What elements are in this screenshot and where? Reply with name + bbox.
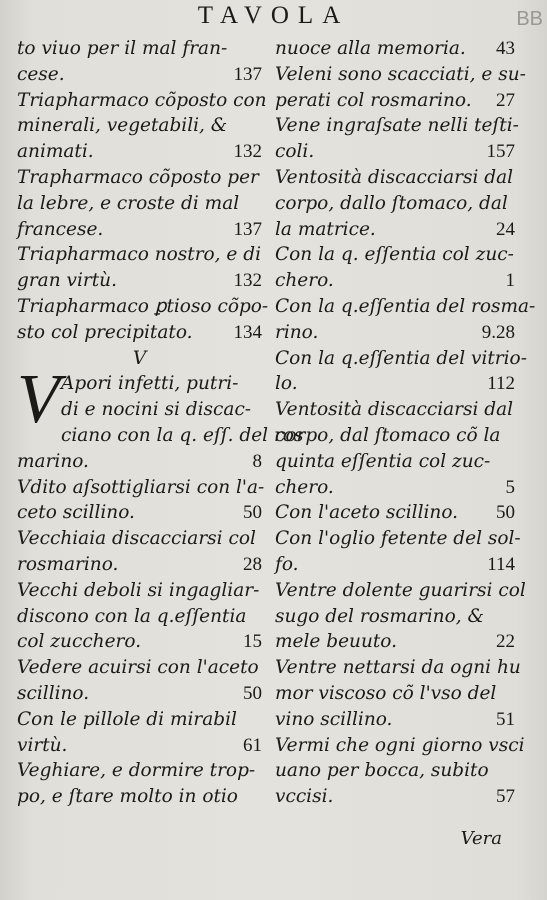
entry-text: virtù.	[17, 734, 68, 756]
entry-text: Trapharmaco cõposto per	[17, 166, 259, 188]
index-line	[275, 88, 515, 114]
entry-text: vccisi.	[275, 786, 334, 808]
page-reference: 112	[487, 373, 515, 395]
index-line	[275, 526, 521, 552]
index-line	[275, 346, 527, 372]
entry-text: mele beuuto.	[275, 631, 397, 653]
index-line	[17, 242, 262, 268]
entry-text: Ventosità discacciarsi dal	[275, 399, 514, 421]
index-line	[17, 655, 262, 681]
entry-text: chero.	[275, 270, 334, 292]
index-line	[275, 242, 515, 268]
index-line	[17, 88, 267, 114]
index-line	[17, 500, 262, 526]
index-line	[275, 268, 515, 294]
entry-text: Vermi che ogni giorno vsci	[275, 734, 525, 756]
page-reference: 50	[243, 502, 262, 524]
index-line	[275, 139, 515, 165]
margin-note: BB	[516, 8, 543, 30]
index-line	[275, 217, 515, 243]
index-line	[17, 36, 262, 62]
index-line	[275, 500, 515, 526]
entry-text: di e nocini si discac-	[61, 399, 252, 421]
index-line	[275, 629, 515, 655]
index-line	[17, 578, 262, 604]
entry-text: Ventosità discacciarsi dal	[275, 166, 514, 188]
index-line	[275, 655, 521, 681]
index-line	[17, 758, 262, 784]
entry-text: lo.	[275, 373, 298, 395]
entry-text: francese.	[17, 218, 104, 240]
entry-text: rosmarino.	[17, 553, 119, 575]
entry-text: gran virtù.	[17, 270, 117, 292]
index-line	[17, 268, 262, 294]
entry-text: Vene ingraſsate nelli teſti-	[275, 115, 519, 137]
page-reference: 24	[496, 218, 515, 240]
index-line	[275, 294, 536, 320]
page-reference: 50	[496, 502, 515, 524]
entry-text: ciano con la q. eſſ. del ros	[61, 424, 304, 446]
page-reference: 43	[496, 38, 515, 59]
index-line	[17, 165, 262, 191]
index-line	[17, 320, 262, 346]
index-line	[17, 707, 262, 733]
page-reference: 51	[496, 708, 515, 730]
page-reference: 57	[496, 786, 515, 808]
page-reference: 61	[243, 734, 262, 756]
entry-text: Vecchiaia discacciarsi col	[17, 528, 256, 550]
index-line	[17, 113, 262, 139]
entry-text: animati.	[17, 141, 94, 163]
page-reference: 15	[243, 631, 262, 653]
entry-text: Con la q.eſſentia del rosma-	[275, 295, 536, 317]
entry-text: Ventre nettarsi da ogni hu	[275, 657, 521, 679]
index-line	[275, 707, 515, 733]
index-line	[17, 423, 304, 449]
page-reference: 5	[505, 476, 515, 498]
entry-text: corpo, dallo ſtomaco, dal	[275, 192, 508, 214]
index-line	[275, 62, 526, 88]
page-reference: 9.28	[481, 321, 515, 343]
entry-text: sto col precipitato.	[17, 321, 193, 343]
page-reference: 137	[233, 63, 262, 85]
index-line	[275, 113, 519, 139]
entry-text: perati col rosmarino.	[275, 89, 472, 111]
index-line	[275, 681, 515, 707]
entry-text: Vedere acuirsi con l'aceto	[17, 657, 259, 679]
index-line	[275, 604, 515, 630]
entry-text: la matrice.	[275, 218, 376, 240]
entry-text: po, e ſtare molto in otio	[17, 786, 238, 808]
page-reference: 1	[505, 270, 515, 292]
entry-text: chero.	[275, 476, 334, 498]
index-line	[17, 217, 262, 243]
index-line	[275, 191, 515, 217]
index-line	[275, 397, 515, 423]
index-line	[275, 733, 525, 759]
entry-text: discono con la q.eſſentia	[17, 605, 247, 627]
index-line	[17, 191, 262, 217]
entry-text: scillino.	[17, 682, 90, 704]
index-line	[17, 449, 262, 475]
index-line	[17, 604, 262, 630]
entry-text: Vdito aſsottigliarsi con l'a-	[17, 476, 265, 498]
page-title: TAVOLA	[197, 2, 350, 29]
entry-text: nuoce alla memoria.	[275, 38, 466, 59]
entry-text: uano per bocca, subito	[275, 760, 489, 782]
entry-text: la lebre, e croste di mal	[17, 192, 240, 214]
index-line	[17, 784, 262, 810]
page-reference: 132	[233, 270, 262, 292]
entry-text: Apori infetti, putri-	[61, 373, 239, 395]
index-line	[17, 294, 269, 320]
page-reference: 22	[496, 631, 515, 653]
entry-text: Vecchi deboli si ingagliar-	[17, 579, 260, 601]
index-line	[275, 36, 515, 62]
index-line	[275, 371, 515, 397]
entry-text: to viuo per il mal fran-	[17, 38, 228, 59]
entry-text: vino scillino.	[275, 708, 393, 730]
entry-text: Con l'aceto scillino.	[275, 502, 459, 524]
entry-text: ceto scillino.	[17, 502, 135, 524]
index-line	[17, 629, 262, 655]
page-reference: 132	[233, 141, 262, 163]
index-line	[17, 475, 265, 501]
page-reference: 114	[487, 553, 515, 575]
page-reference: 137	[233, 218, 262, 240]
index-line	[17, 397, 262, 423]
index-line	[275, 475, 515, 501]
entry-text: Con la q.eſſentia del vitrio-	[275, 347, 527, 369]
entry-text: Con l'oglio fetente del sol-	[275, 528, 521, 550]
entry-text: col zucchero.	[17, 631, 142, 653]
index-line	[17, 139, 262, 165]
entry-text: marino.	[17, 450, 89, 472]
page-reference: 50	[243, 682, 262, 704]
entry-text: Triapharmaco ꝑtioso cõpo-	[17, 295, 269, 317]
entry-text: Con la q. eſſentia col zuc-	[275, 244, 514, 266]
page-reference: 28	[243, 553, 262, 575]
index-line	[275, 552, 515, 578]
entry-text: mor viscoso cõ l'vso del	[275, 682, 497, 704]
index-line	[17, 62, 262, 88]
entry-text: Con le pillole di mirabil	[17, 708, 237, 730]
index-line	[275, 165, 515, 191]
entry-text: sugo del rosmarino, &	[275, 605, 484, 627]
entry-text: minerali, vegetabili, &	[17, 115, 228, 137]
entry-text: quinta eſſentia col zuc-	[275, 450, 491, 472]
index-line	[17, 681, 262, 707]
entry-text: fo.	[275, 553, 299, 575]
entry-text: V	[132, 347, 147, 369]
index-line	[275, 449, 515, 475]
page-reference: 157	[486, 141, 515, 163]
index-line	[17, 526, 262, 552]
index-line	[17, 552, 262, 578]
right-column	[275, 36, 536, 810]
entry-text: Ventre dolente guarirsi col	[275, 579, 526, 601]
index-line	[275, 784, 515, 810]
entry-text: rino.	[275, 321, 319, 343]
catchword: Vera	[460, 828, 502, 849]
index-line	[275, 320, 515, 346]
page-reference: 8	[252, 450, 262, 472]
entry-text: corpo, dal ſtomaco cõ la	[275, 424, 501, 446]
index-line	[275, 423, 515, 449]
index-line	[17, 733, 262, 759]
page-reference: 134	[233, 321, 262, 343]
entry-text: Veghiare, e dormire trop-	[17, 760, 256, 782]
entry-text: cese.	[17, 63, 65, 85]
entry-text: Veleni sono scacciati, e su-	[275, 63, 526, 85]
index-line	[275, 578, 526, 604]
entry-text: Triapharmaco cõposto con	[17, 89, 267, 111]
entry-text: coli.	[275, 141, 315, 163]
drop-cap: V	[17, 361, 60, 439]
entry-text: Triapharmaco nostro, e di	[17, 244, 262, 266]
page-reference: 27	[496, 89, 515, 111]
index-line	[275, 758, 515, 784]
